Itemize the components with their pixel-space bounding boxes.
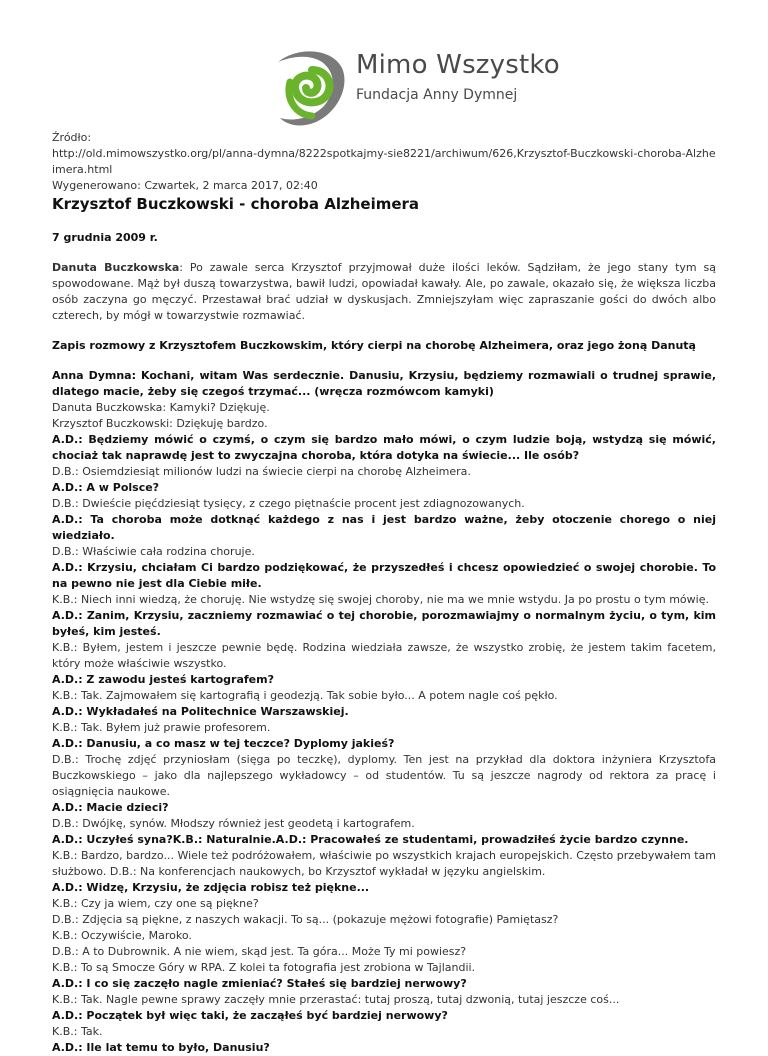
question-line: A.D.: Wykładałeś na Politechnice Warszawskiej.	[52, 705, 349, 718]
answer-line: Danuta Buczkowska: Kamyki? Dziękuję.	[52, 401, 270, 414]
answer-line: D.B.: Dwieście pięćdziesiąt tysięcy, z czego piętnaście procent jest zdiagnozowanych.	[52, 497, 525, 510]
question-line: A.D.: Początek był więc taki, że zacząłeś być bardziej nerwowy?	[52, 1009, 448, 1022]
question-line: A.D.: I co się zaczęło nagle zmieniać? Stałeś się bardziej nerwowy?	[52, 977, 467, 990]
answer-line: D.B.: Osiemdziesiąt milionów ludzi na świecie cierpi na chorobę Alzheimera.	[52, 465, 471, 478]
document-meta	[52, 130, 716, 194]
intro-paragraph	[52, 260, 716, 324]
foundation-logo	[272, 42, 720, 130]
source-label: Źródło:	[52, 131, 92, 144]
answer-line: D.B.: Dwójkę, synów. Młodszy również jest geodetą i kartografem.	[52, 817, 415, 830]
question-line: A.D.: Ta choroba może dotknąć każdego z nas i jest bardzo ważne, żeby otoczenie chorego o niej wiedziało.	[52, 513, 716, 542]
answer-line: D.B.: Trochę zdjęć przyniosłam (sięga po teczkę), dyplomy. Ten jest na przykład dla doktora inżyniera Krzysztofa Buczkowskiego – jako dla najlepszego wykładowcy – od studentów. Tu są jeszcze nagrody od rektora za pracę i osiągnięcia naukowe.	[52, 753, 716, 798]
answer-line: K.B.: To są Smocze Góry w RPA. Z kolei ta fotografia jest zrobiona w Tajlandii.	[52, 961, 476, 974]
source-url[interactable]: http://old.mimowszystko.org/pl/anna-dymna/8222spotkajmy-sie8221/archiwum/626,Krzysztof-Buczkowski-choroba-Alzheimera.html	[52, 147, 716, 176]
article	[52, 194, 716, 1056]
question-line: A.D.: Ile lat temu to było, Danusiu?	[52, 1041, 270, 1054]
question-line: A.D.: Uczyłeś syna?K.B.: Naturalnie.A.D.: Pracowałeś ze studentami, prowadziłeś życie bardzo czynne.	[52, 833, 689, 846]
answer-line: K.B.: Czy ja wiem, czy one są piękne?	[52, 897, 259, 910]
generated-timestamp: Wygenerowano: Czwartek, 2 marca 2017, 02:40	[52, 179, 318, 192]
question-line: A.D.: Krzysiu, chciałam Ci bardzo podziękować, że przyszedłeś i chcesz opowiedzieć o swojej chorobie. To na pewno nie jest dla Ciebie miłe.	[52, 561, 716, 590]
article-date: 7 grudnia 2009 r.	[52, 231, 158, 244]
question-line: Anna Dymna: Kochani, witam Was serdecznie. Danusiu, Krzysiu, będziemy rozmawiali o trudnej sprawie, dlatego macie, żeby się czegoś trzymać... (wręcza rozmówcom kamyki)	[52, 369, 716, 398]
answer-line: D.B.: A to Dubrownik. A nie wiem, skąd jest. Ta góra... Może Ty mi powiesz?	[52, 945, 467, 958]
question-line: A.D.: Będziemy mówić o czymś, o czym się bardzo mało mówi, o czym ludzie boją, wstydzą się mówić, chociaż tak naprawdę jest to zwyczajna choroba, która dotyka na świecie... Ile osób?	[52, 433, 716, 462]
question-line: A.D.: Macie dzieci?	[52, 801, 169, 814]
answer-line: K.B.: Tak.	[52, 1025, 103, 1038]
question-line: A.D.: Zanim, Krzysiu, zaczniemy rozmawiać o tej chorobie, porozmawiajmy o normalnym życiu, o tym, kim byłeś, kim jesteś.	[52, 609, 716, 638]
answer-line: D.B.: Właściwie cała rodzina choruje.	[52, 545, 255, 558]
interview-summary: Zapis rozmowy z Krzysztofem Buczkowskim, który cierpi na chorobę Alzheimera, oraz jego żoną Danutą	[52, 339, 696, 352]
answer-line: K.B.: Niech inni wiedzą, że choruję. Nie wstydzę się swojej choroby, nie ma we mnie wstydu. Ja po prostu o tym mówię.	[52, 593, 709, 606]
answer-line: K.B.: Tak. Zajmowałem się kartografią i geodezją. Tak sobie było... A potem nagle coś pękło.	[52, 689, 558, 702]
spiral-logo-icon	[272, 42, 350, 130]
logo-subtitle: Fundacja Anny Dymnej	[356, 87, 518, 103]
answer-line: K.B.: Bardzo, bardzo... Wiele też podróżowałem, właściwie po wszystkich krajach europejskich. Często przebywałem tam służbowo. D.B.: Na konferencjach naukowych, bo Krzysztof wykładał w języku angielskim.	[52, 849, 716, 878]
answer-line: K.B.: Tak. Nagle pewne sprawy zaczęły mnie przerastać: tutaj proszą, tutaj dzwonią, tutaj jeszcze coś...	[52, 993, 620, 1006]
intro-speaker: Danuta Buczkowska	[52, 261, 180, 274]
answer-line: K.B.: Tak. Byłem już prawie profesorem.	[52, 721, 271, 734]
question-line: A.D.: Danusiu, a co masz w tej teczce? Dyplomy jakieś?	[52, 737, 395, 750]
interview-dialog	[52, 368, 716, 1056]
answer-line: Krzysztof Buczkowski: Dziękuję bardzo.	[52, 417, 268, 430]
logo-title: Mimo Wszystko	[356, 50, 560, 80]
question-line: A.D.: A w Polsce?	[52, 481, 160, 494]
article-title: Krzysztof Buczkowski - choroba Alzheimera	[52, 195, 420, 213]
question-line: A.D.: Z zawodu jesteś kartografem?	[52, 673, 274, 686]
answer-line: D.B.: Zdjęcia są piękne, z naszych wakacji. To są... (pokazuje mężowi fotografie) Pamiętasz?	[52, 913, 559, 926]
intro-text: : Po zawale serca Krzysztof przyjmował duże ilości leków. Sądziłam, że jego stany tym są spowodowane. Mąż był duszą towarzystwa, bawił ludzi, opowiadał kawały. Ale, po zawale, okazało się, że większa liczba osób zaczyna go męczyć. Przestawał brać udział w dyskusjach. Zmniejszyłam więc zapraszanie gości do dwóch albo czterech, by mógł w towarzystwie rozmawiać.	[52, 261, 716, 322]
answer-line: K.B.: Byłem, jestem i jeszcze pewnie będę. Rodzina wiedziała zawsze, że wszystko zrobię, że jestem takim facetem, który może właściwie wszystko.	[52, 641, 716, 670]
question-line: A.D.: Widzę, Krzysiu, że zdjęcia robisz też piękne...	[52, 881, 370, 894]
answer-line: K.B.: Oczywiście, Maroko.	[52, 929, 192, 942]
